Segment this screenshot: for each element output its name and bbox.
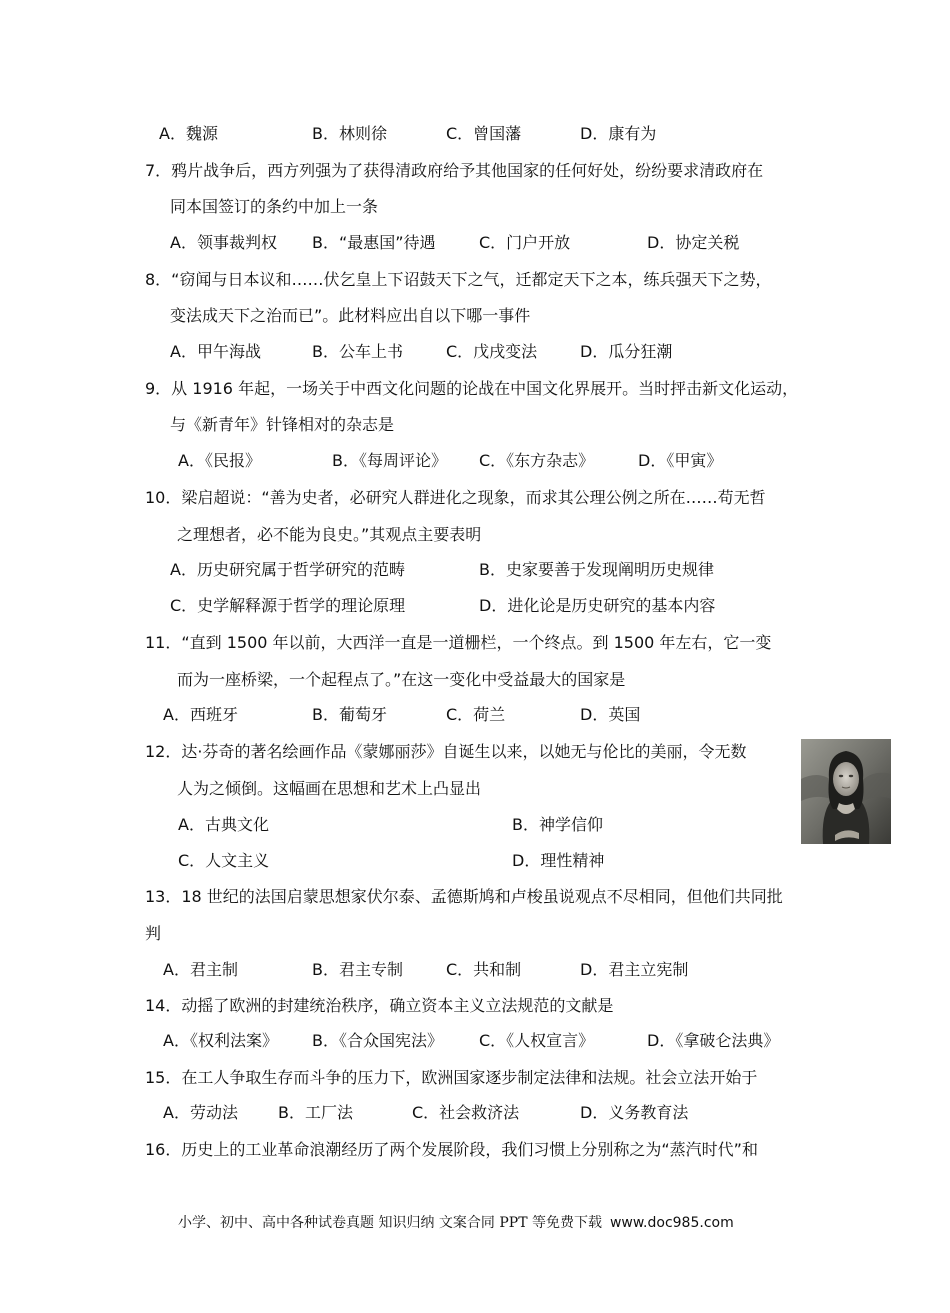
q7-stem-line1: 7．鸦片战争后，西方列强为了获得清政府给予其他国家的任何好处，纷纷要求清政府在 (145, 161, 764, 180)
q15-option-b: B．工厂法 (278, 1103, 353, 1122)
q11-stem-line2: 而为一座桥梁，一个起程点了。”在这一变化中受益最大的国家是 (177, 670, 626, 689)
q9-stem-line2: 与《新青年》针锋相对的杂志是 (170, 415, 395, 434)
q8-option-a: A．甲午海战 (170, 342, 261, 361)
footer-url[interactable]: www.doc985.com (609, 1215, 734, 1231)
q11-option-d: D．英国 (580, 705, 641, 724)
q12-stem-line1: 12．达·芬奇的著名绘画作品《蒙娜丽莎》自诞生以来，以她无与伦比的美丽，令无数 (145, 742, 747, 761)
q15-option-a: A．劳动法 (163, 1103, 238, 1122)
q12-option-d: D．理性精神 (512, 851, 605, 870)
q13-option-c: C．共和制 (446, 960, 522, 979)
q13-option-a: A．君主制 (163, 960, 238, 979)
q12-stem-line2: 人为之倾倒。这幅画在思想和艺术上凸显出 (177, 779, 482, 798)
q8-option-b: B．公车上书 (312, 342, 403, 361)
q14-option-a: A．《权利法案》 (163, 1031, 278, 1050)
q9-option-d: D．《甲寅》 (638, 451, 723, 470)
q10-option-c: C．史学解释源于哲学的理论原理 (170, 596, 406, 615)
q11-stem-line1: 11．“直到 1500 年以前，大西洋一直是一道栅栏，一个终点。到 1500 年左右，它一变 (145, 633, 772, 652)
q7-option-b: B．“最惠国”待遇 (312, 233, 436, 252)
q14-option-d: D．《拿破仑法典》 (647, 1031, 780, 1050)
footer-text: 小学、初中、高中各种试卷真题 知识归纳 文案合同 PPT 等免费下载 (178, 1215, 602, 1231)
q10-stem-line2: 之理想者，必不能为良史。”其观点主要表明 (177, 525, 482, 544)
q10-option-b: B．史家要善于发现阐明历史规律 (479, 560, 714, 579)
q12-option-c: C．人文主义 (178, 851, 270, 870)
q9-option-a: A．《民报》 (178, 451, 261, 470)
q15-option-c: C．社会救济法 (412, 1103, 520, 1122)
q14-option-c: C．《人权宣言》 (479, 1031, 595, 1050)
q8-option-d: D．瓜分狂潮 (580, 342, 673, 361)
q10-option-d: D．进化论是历史研究的基本内容 (479, 596, 716, 615)
q12-option-a: A．古典文化 (178, 815, 269, 834)
q11-option-b: B．葡萄牙 (312, 705, 387, 724)
q6-option-a: A．魏源 (159, 124, 218, 143)
q10-stem-line1: 10．梁启超说：“善为史者，必研究人群进化之现象，而求其公理公例之所在……苟无哲 (145, 488, 766, 507)
q8-stem-line1: 8．“窃闻与日本议和……伏乞皇上下诏鼓天下之气，迁都定天下之本，练兵强天下之势， (145, 270, 772, 289)
q11-option-c: C．荷兰 (446, 705, 506, 724)
q6-option-b: B．林则徐 (312, 124, 387, 143)
q7-option-a: A．领事裁判权 (170, 233, 277, 252)
q9-option-b: B．《每周评论》 (332, 451, 447, 470)
q11-option-a: A．西班牙 (163, 705, 238, 724)
q12-option-b: B．神学信仰 (512, 815, 603, 834)
q13-stem-line1: 13．18 世纪的法国启蒙思想家伏尔泰、孟德斯鸠和卢梭虽说观点不尽相同，但他们共同批 (145, 887, 783, 906)
q15-option-d: D．义务教育法 (580, 1103, 689, 1122)
q6-option-d: D．康有为 (580, 124, 657, 143)
page-footer (178, 1214, 734, 1232)
q8-stem-line2: 变法成天下之治而已”。此材料应出自以下哪一事件 (170, 306, 531, 325)
mona-lisa-portrait-image (801, 739, 891, 844)
q14-stem-line1: 14．动摇了欧洲的封建统治秩序，确立资本主义立法规范的文献是 (145, 996, 614, 1015)
q9-option-c: C．《东方杂志》 (479, 451, 595, 470)
q13-option-b: B．君主专制 (312, 960, 403, 979)
q6-option-c: C．曾国藩 (446, 124, 522, 143)
q7-option-d: D．协定关税 (647, 233, 740, 252)
q8-option-c: C．戊戌变法 (446, 342, 538, 361)
q9-stem-line1: 9．从 1916 年起，一场关于中西文化问题的论战在中国文化界展开。当时抨击新文化运动， (145, 379, 799, 398)
q7-stem-line2: 同本国签订的条约中加上一条 (170, 197, 379, 216)
q16-stem-line1: 16．历史上的工业革命浪潮经历了两个发展阶段，我们习惯上分别称之为“蒸汽时代”和 (145, 1140, 758, 1159)
q13-option-d: D．君主立宪制 (580, 960, 689, 979)
q7-option-c: C．门户开放 (479, 233, 571, 252)
q13-stem-line2: 判 (145, 924, 162, 943)
q15-stem-line1: 15．在工人争取生存而斗争的压力下，欧洲国家逐步制定法律和法规。社会立法开始于 (145, 1068, 758, 1087)
q14-option-b: B．《合众国宪法》 (312, 1031, 443, 1050)
q10-option-a: A．历史研究属于哲学研究的范畴 (170, 560, 405, 579)
